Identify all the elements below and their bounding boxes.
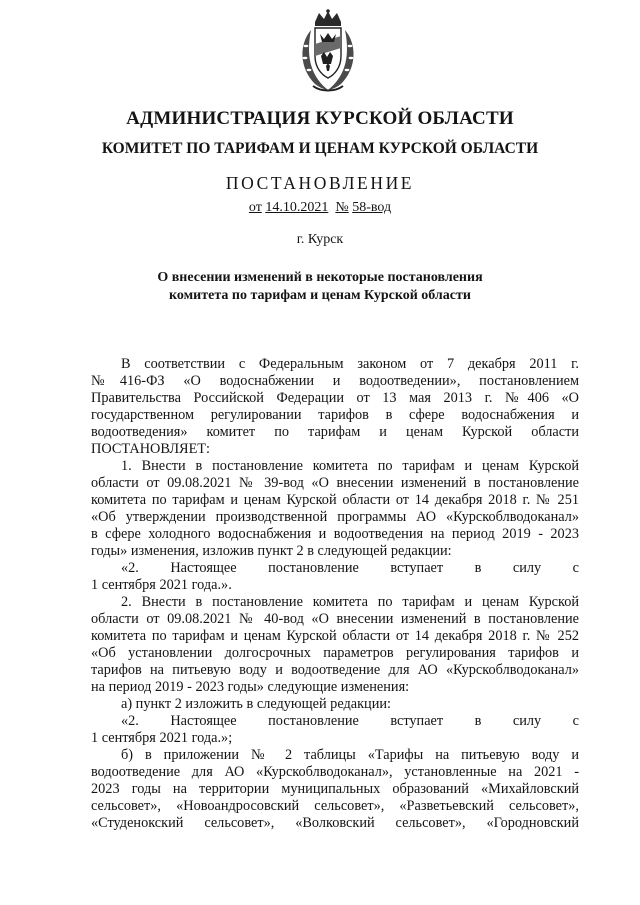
paragraph-line: 2023 годы на территории муниципальных образований «Михайловский [91,781,579,797]
organization-title: АДМИНИСТРАЦИЯ КУРСКОЙ ОБЛАСТИ [126,108,514,129]
paragraph-line: 1. Внести в постановление комитета по тарифам и ценам Курской [121,458,579,474]
paragraph-line: области от 09.08.2021 № 39-вод «О внесении изменений в постановление [91,475,579,491]
paragraph-line: «Об утверждении производственной программы АО «Курскоблводоканал» [91,509,579,525]
paragraph-line: области от 09.08.2021 № 40-вод «О внесении изменений в постановление [91,611,579,627]
date-prefix: от [248,200,262,215]
paragraph-line: «Об установлении долгосрочных параметров регулирования тарифов и [91,645,579,661]
paragraph-line: «Студенокский сельсовет», «Волковский сельсовет», «Городновский [91,815,579,831]
paragraph-line: ПОСТАНОВЛЯЕТ: [91,441,211,457]
paragraph-line: водоотведение для АО «Курскоблводоканал», установленные на 2021 - [91,764,579,780]
city: г. Курск [296,232,344,247]
paragraph-line: в сфере холодного водоснабжения и водоотведения на период 2019 - 2023 [91,526,579,542]
paragraph-line: водоотведения» комитет по тарифам и ценам Курской области [91,424,579,440]
coat-of-arms-icon [293,8,363,94]
paragraph-line: Правительства Российской Федерации от 13 мая 2013 г. №406 «О [91,390,579,406]
paragraph-line: а) пункт 2 изложить в следующей редакции: [121,696,391,712]
paragraph-line: комитета по тарифам и ценам Курской области от 14 декабря 2018 г. № 251 [91,492,579,508]
paragraph-line: государственном регулировании тарифов в сфере водоснабжения и [91,407,579,423]
paragraph-line: годы» изменения, изложив пункт 2 в следующей редакции: [91,543,452,559]
number-prefix: № [335,200,349,215]
paragraph-line: В соответствии с Федеральным законом от 7 декабря 2011 г. [121,356,579,372]
paragraph-line: «2. Настоящее постановление вступает в силу с [121,560,579,576]
paragraph-line: б) в приложении № 2 таблицы «Тарифы на питьевую воду и [121,747,579,763]
paragraph-line: 1 сентября 2021 года.»; [91,730,233,746]
paragraph-line: тарифов на питьевую воду и водоотведение для АО «Курскоблводоканал» [91,662,579,678]
committee-title: КОМИТЕТ ПО ТАРИФАМ И ЦЕНАМ КУРСКОЙ ОБЛАСТИ [101,140,539,157]
paragraph-line: «2. Настоящее постановление вступает в силу с [121,713,579,729]
subject-line: комитета по тарифам и ценам Курской области [169,288,471,303]
document-type: ПОСТАНОВЛЕНИЕ [225,173,415,193]
document-date-number [0,200,640,216]
paragraph-line: сельсовет», «Новоандросовский сельсовет», «Разветьевский сельсовет», [91,798,579,814]
document-number: 58-вод [352,200,392,215]
subject-line: О внесении изменений в некоторые постановления [157,270,483,285]
paragraph-line: комитета по тарифам и ценам Курской области от 14 декабря 2018 г. № 252 [91,628,579,644]
paragraph-line: 1 сентября 2021 года.». [91,577,232,593]
paragraph-line: 2. Внести в постановление комитета по тарифам и ценам Курской [121,594,579,610]
paragraph-line: №416-ФЗ «О водоснабжении и водоотведении», постановлением [91,373,579,389]
paragraph-line: на период 2019 - 2023 годы» следующие изменения: [91,679,410,695]
document-date: 14.10.2021 [265,200,329,215]
